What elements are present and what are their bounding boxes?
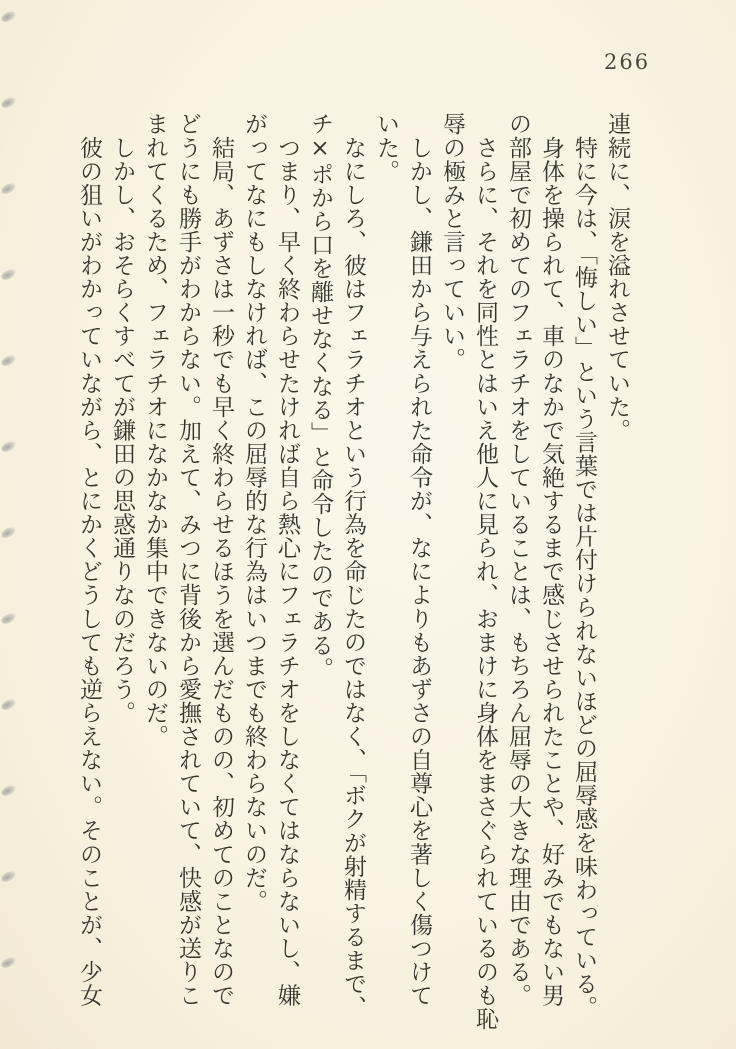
- binding-mark-icon: [0, 353, 17, 368]
- page-number: 266: [604, 50, 651, 74]
- binding-mark-icon: [0, 267, 17, 282]
- text-line: つまり、早く終わらせたければ自ら熱心にフェラチオをしなくてはならないし、嫌: [274, 112, 300, 1007]
- text-line: チ×ポから口を離せなくなる」と命令したのである。: [307, 112, 333, 681]
- text-line: なにしろ、彼はフェラチオという行為を命じたのではなく、「ボクが射精するまで、: [340, 112, 366, 1019]
- text-line: いた。: [373, 112, 399, 183]
- text-line: しかし、鎌田から与えられた命令が、なによりもあずさの自尊心を著しく傷つけて: [406, 112, 432, 1007]
- text-line: まれてくるため、フェラチオになかなか集中できないのだ。: [142, 112, 168, 748]
- text-line: 連続に、涙を溢れさせていた。: [604, 112, 630, 442]
- text-line: 身体を操られて、車のなかで気絶するまで感じさせられたことや、好みでもない男: [538, 112, 564, 1007]
- text-line: の部屋で初めてのフェラチオをしていることは、もちろん屈辱の大きな理由である。: [505, 112, 531, 1007]
- binding-mark-icon: [0, 611, 17, 626]
- text-line: がってなにもしなければ、この屈辱的な行為はいつまでも終わらないのだ。: [241, 112, 267, 913]
- text-line: どうにも勝手がわからない。加えて、みつに背後から愛撫されていて、快感が送りこ: [175, 112, 201, 1007]
- binding-mark-icon: [0, 697, 17, 712]
- binding-mark-icon: [0, 439, 17, 454]
- text-line: 特に今は、「悔しい」という言葉では片付けられないほどの屈辱感を味わっている。: [571, 112, 597, 1019]
- binding-marks: [0, 0, 24, 1049]
- body-text: [71, 112, 633, 1049]
- text-line: 結局、あずさは一秒でも早く終わらせるほうを選んだものの、初めてのことなので: [208, 112, 234, 1007]
- text-line: しかし、おそらくすべてが鎌田の思惑通りなのだろう。: [109, 112, 135, 725]
- binding-mark-icon: [0, 525, 17, 540]
- binding-mark-icon: [0, 181, 17, 196]
- binding-mark-icon: [0, 869, 17, 884]
- text-line: さらに、それを同性とはいえ他人に見られ、おまけに身体をまさぐられているのも恥: [472, 112, 498, 1031]
- binding-mark-icon: [0, 9, 17, 24]
- binding-mark-icon: [0, 955, 17, 970]
- binding-mark-icon: [0, 95, 17, 110]
- text-line: 辱の極みと言っていい。: [439, 112, 465, 372]
- binding-mark-icon: [0, 783, 17, 798]
- text-line: 彼の狙いがわかっていながら、とにかくどうしても逆らえない。そのことが、少女: [76, 112, 102, 1007]
